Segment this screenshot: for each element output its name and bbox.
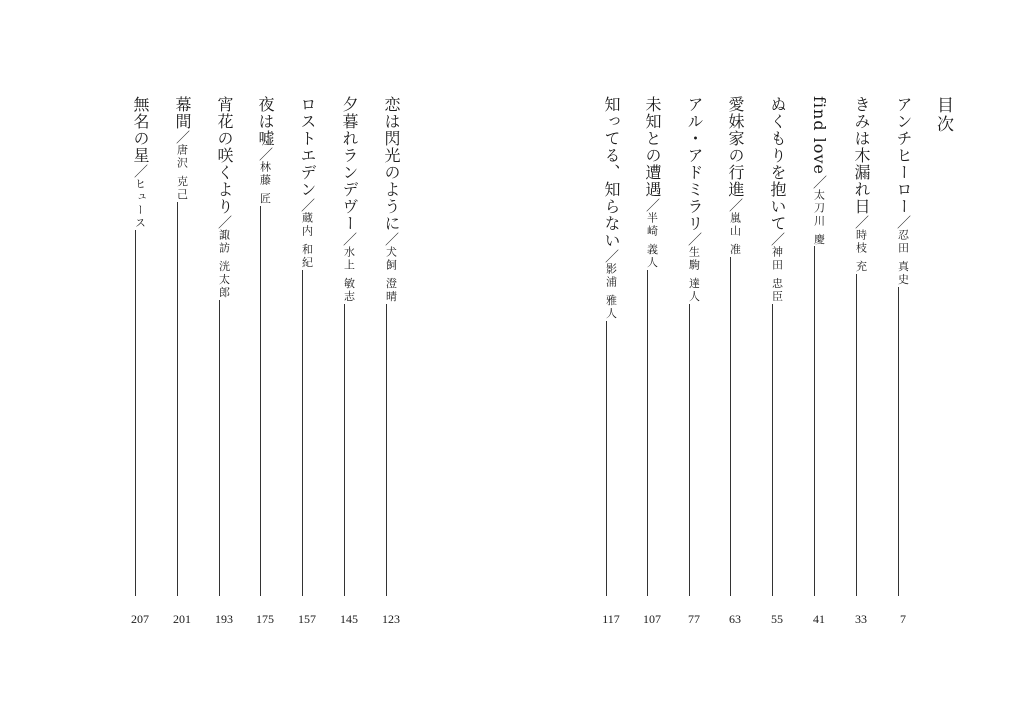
entry-title: 宵花の咲くより [215,96,234,215]
leader-rule [730,257,731,597]
separator: ／ [727,198,743,212]
toc-entry[interactable] [169,96,195,596]
entry-page-number: 33 [855,612,867,626]
entry-page-number: 55 [771,612,783,626]
leader-rule [177,202,178,597]
leader-rule [689,304,690,597]
separator: ／ [769,232,785,246]
separator: ／ [644,198,660,212]
toc-heading: 目次 [933,96,953,134]
toc-entry[interactable] [890,96,916,596]
toc-entry[interactable] [211,96,237,596]
entry-author: 時枝 充 [854,229,868,274]
toc-entry[interactable] [806,96,832,596]
entry-title: アンチヒーロー [894,96,913,215]
leader-rule [814,246,815,596]
entry-page-number: 7 [900,612,906,626]
separator: ／ [341,232,357,246]
leader-rule [606,321,607,597]
separator: ／ [603,249,619,263]
separator: ／ [299,198,315,212]
entry-author: 蔵内 和紀 [300,212,314,270]
entry-title: ぬくもりを抱いて [768,96,787,232]
entry-title: アル・アドミラリ [685,96,704,232]
entry-page-number: 107 [643,612,661,626]
entry-page-number: 201 [173,612,191,626]
entry-page-number: 145 [340,612,358,626]
leader-rule [386,304,387,597]
entry-author: 嵐山 准 [728,212,742,257]
entry-page-number: 193 [215,612,233,626]
toc-entry[interactable] [764,96,790,596]
entry-author: 太刀川 慶 [812,188,826,247]
entry-author: 犬飼 澄晴 [384,246,398,304]
entry-author: 水上 敏志 [342,246,356,304]
toc-entry[interactable] [681,96,707,596]
entry-title: 知ってる、知らない [602,96,621,249]
leader-rule [647,270,648,597]
separator: ／ [811,174,827,189]
separator: ／ [257,147,273,161]
separator: ／ [132,164,148,178]
leader-rule [856,274,857,597]
entry-title: ロストエデン [298,96,317,198]
entry-title: きみは木漏れ日 [852,96,871,215]
toc-entry[interactable] [722,96,748,596]
entry-title: 未知との遭遇 [643,96,662,198]
leader-rule [302,270,303,597]
entry-title: 夕暮れランデヴー [340,96,359,232]
leader-rule [344,304,345,597]
leader-rule [260,206,261,597]
toc-entry[interactable] [127,96,153,596]
entry-page-number: 117 [602,612,620,626]
toc-entry[interactable] [294,96,320,596]
entry-title: find love [810,96,829,175]
entry-title: 幕間 [173,96,192,130]
entry-author: 生駒 達人 [687,246,701,304]
entry-author: 林藤 匠 [258,161,272,206]
entry-page-number: 157 [298,612,316,626]
entry-page-number: 63 [729,612,741,626]
entry-title: 無名の星 [131,96,150,164]
separator: ／ [383,232,399,246]
toc-entry[interactable] [598,96,624,596]
entry-page-number: 123 [382,612,400,626]
leader-rule [219,300,220,597]
toc-entry[interactable] [848,96,874,596]
entry-page-number: 77 [688,612,700,626]
entry-page-number: 41 [813,612,825,626]
separator: ／ [216,215,232,229]
entry-author: 忍田 真史 [896,229,910,287]
separator: ／ [686,232,702,246]
toc-entry[interactable] [639,96,665,596]
toc-entry[interactable] [252,96,278,596]
leader-rule [135,230,136,596]
entry-page-number: 175 [256,612,274,626]
toc-entry[interactable] [378,96,404,596]
entry-title: 夜は嘘 [256,96,275,147]
entry-title: 恋は閃光のように [382,96,401,232]
separator: ／ [895,215,911,229]
leader-rule [898,287,899,597]
entry-author: ヒュース [133,178,147,230]
toc-entry[interactable] [336,96,362,596]
entry-author: 唐沢 克己 [175,144,189,202]
entry-author: 半崎 義人 [645,212,659,270]
separator: ／ [853,215,869,229]
separator: ／ [174,130,190,144]
entry-author: 神田 忠臣 [770,246,784,304]
entry-page-number: 207 [131,612,149,626]
entry-author: 諏訪 洸太郎 [217,229,231,300]
entry-title: 愛妹家の行進 [726,96,745,198]
entry-author: 影浦 雅人 [604,263,618,321]
leader-rule [772,304,773,597]
